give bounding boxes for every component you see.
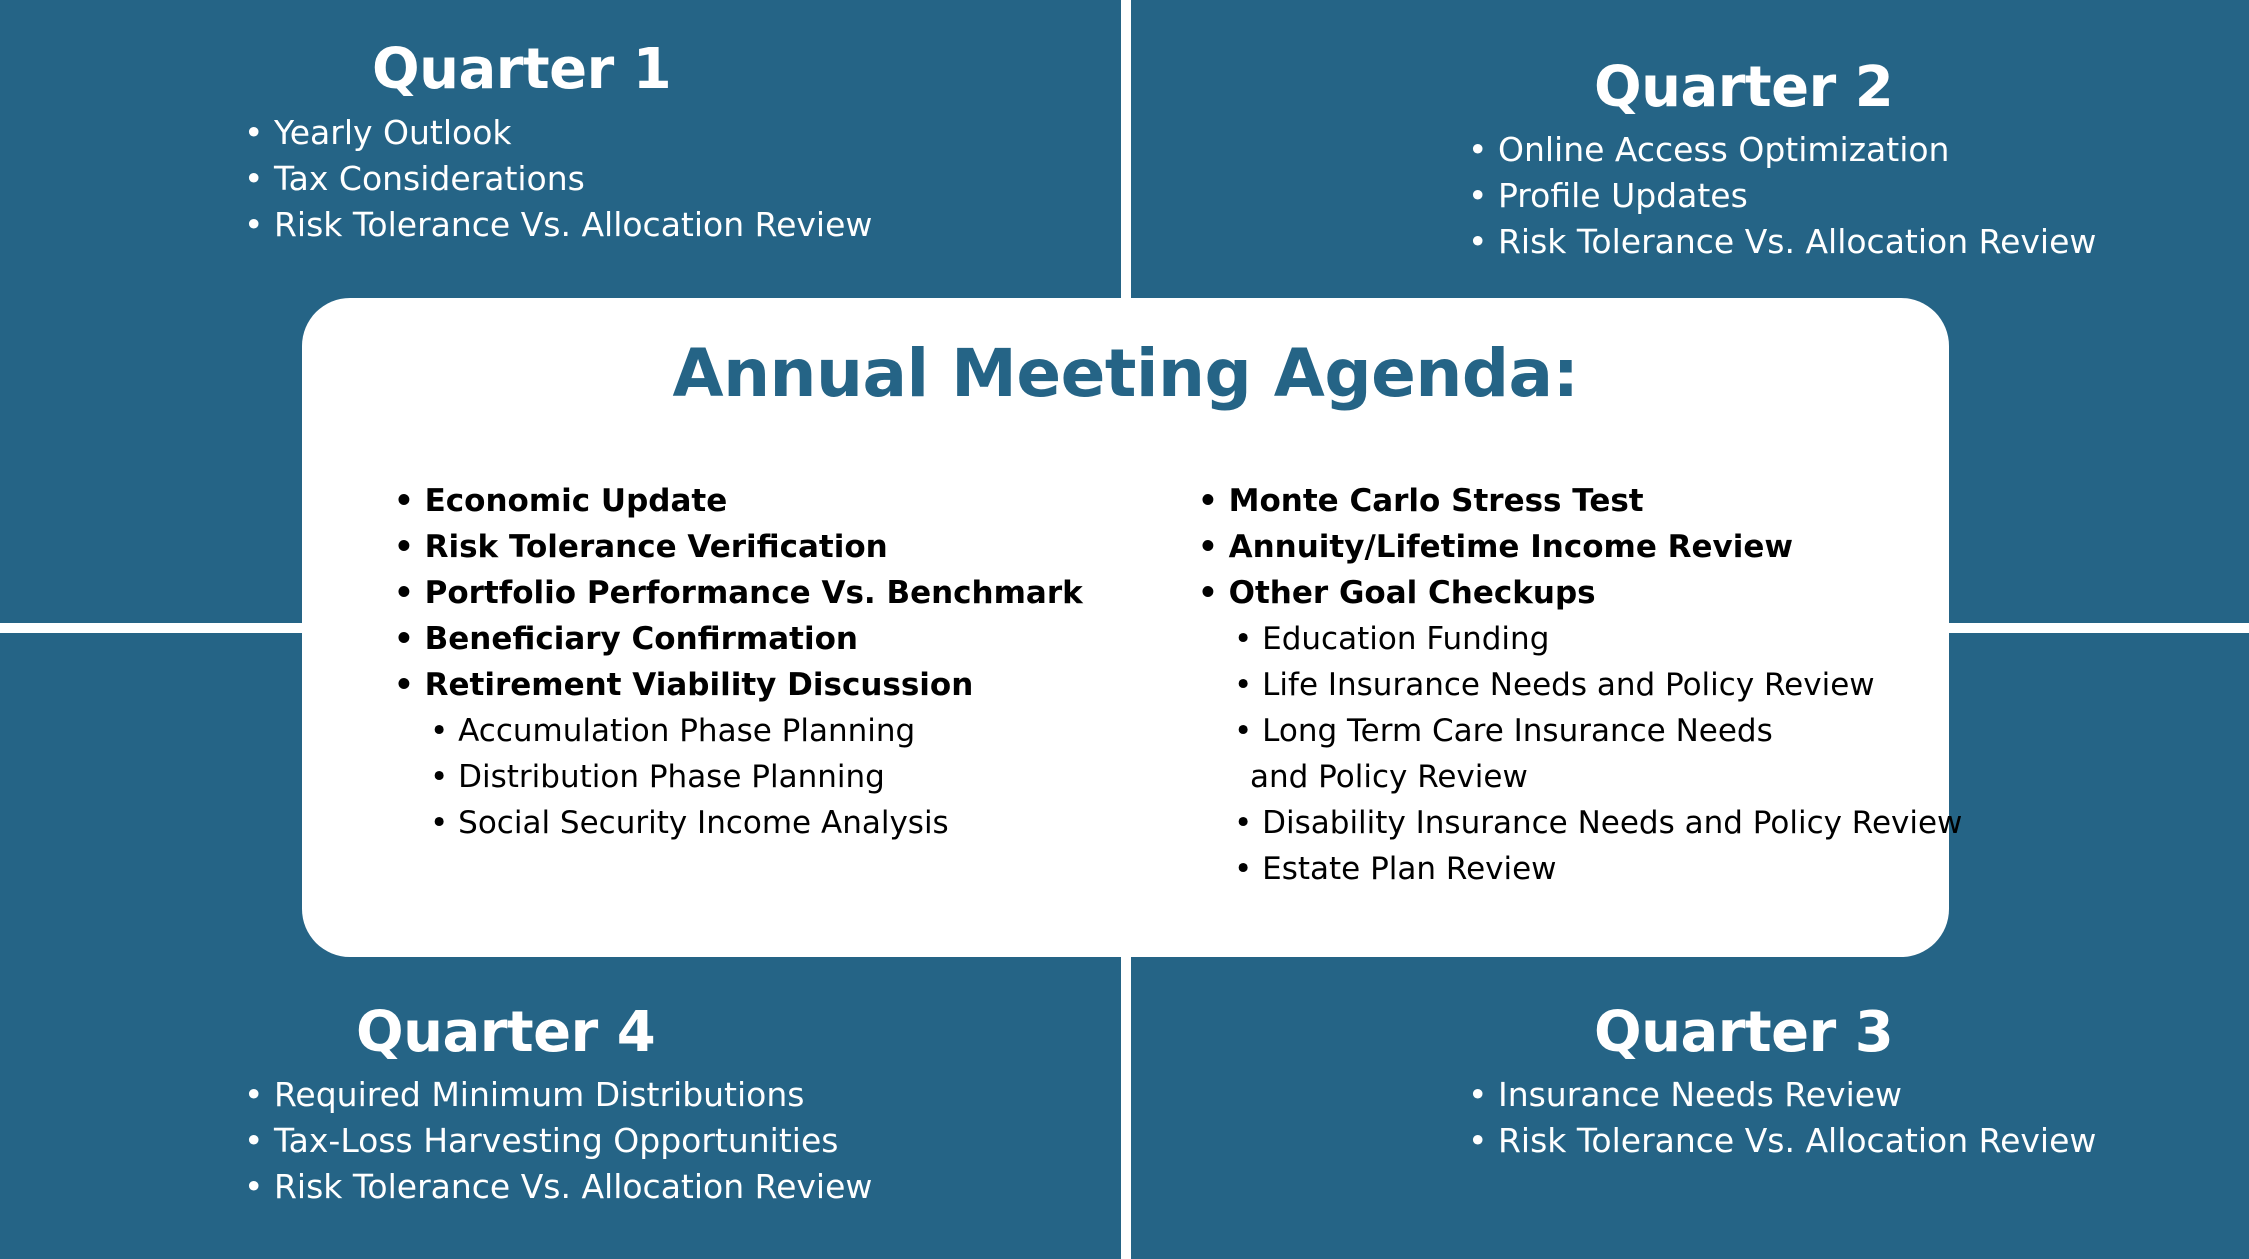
agenda-item: • Other Goal Checkups: [1198, 570, 1962, 616]
agenda-subitem: • Long Term Care Insurance Needs: [1198, 708, 1962, 754]
agenda-subitem: • Education Funding: [1198, 616, 1962, 662]
agenda-left-list: [394, 478, 1083, 846]
quarter-3-item: • Insurance Needs Review: [1468, 1072, 2096, 1118]
quarter-3-item: • Risk Tolerance Vs. Allocation Review: [1468, 1118, 2096, 1164]
quarter-4-list: [244, 1072, 872, 1210]
quarter-1-title: Quarter 1: [372, 37, 672, 102]
agenda-item: • Risk Tolerance Verification: [394, 524, 1083, 570]
quarter-4-item: • Risk Tolerance Vs. Allocation Review: [244, 1164, 872, 1210]
quarter-4-item: • Tax-Loss Harvesting Opportunities: [244, 1118, 872, 1164]
quarter-4-title: Quarter 4: [356, 1000, 656, 1065]
agenda-title: Annual Meeting Agenda:: [672, 335, 1579, 412]
agenda-card: [302, 298, 1963, 957]
quarter-2-title: Quarter 2: [1594, 55, 1894, 120]
agenda-subitem: • Accumulation Phase Planning: [394, 708, 1083, 754]
quarter-2-item: • Risk Tolerance Vs. Allocation Review: [1468, 219, 2096, 265]
agenda-item: • Beneficiary Confirmation: [394, 616, 1083, 662]
agenda-right-list: [1198, 478, 1962, 892]
agenda-subitem-continuation: and Policy Review: [1250, 759, 1528, 795]
quarter-2-item: • Online Access Optimization: [1468, 127, 2096, 173]
quarter-1-item: • Tax Considerations: [244, 156, 872, 202]
quarter-3-list: [1468, 1072, 2096, 1164]
agenda-item: • Annuity/Lifetime Income Review: [1198, 524, 1962, 570]
quarter-4-item: • Required Minimum Distributions: [244, 1072, 872, 1118]
quarter-1-item: • Risk Tolerance Vs. Allocation Review: [244, 202, 872, 248]
quarter-2-list: [1468, 127, 2096, 265]
quarter-1-list: [244, 110, 872, 248]
agenda-subitem: • Life Insurance Needs and Policy Review: [1198, 662, 1962, 708]
agenda-subitem: • Social Security Income Analysis: [394, 800, 1083, 846]
quarter-3-title: Quarter 3: [1594, 1000, 1894, 1065]
quarter-2-item: • Profile Updates: [1468, 173, 2096, 219]
agenda-item: • Monte Carlo Stress Test: [1198, 478, 1962, 524]
agenda-item: • Economic Update: [394, 478, 1083, 524]
agenda-item: • Retirement Viability Discussion: [394, 662, 1083, 708]
quarter-1-item: • Yearly Outlook: [244, 110, 872, 156]
agenda-subitem: • Estate Plan Review: [1198, 846, 1962, 892]
agenda-item: • Portfolio Performance Vs. Benchmark: [394, 570, 1083, 616]
agenda-subitem: • Disability Insurance Needs and Policy Review: [1198, 800, 1962, 846]
agenda-subitem: • Distribution Phase Planning: [394, 754, 1083, 800]
